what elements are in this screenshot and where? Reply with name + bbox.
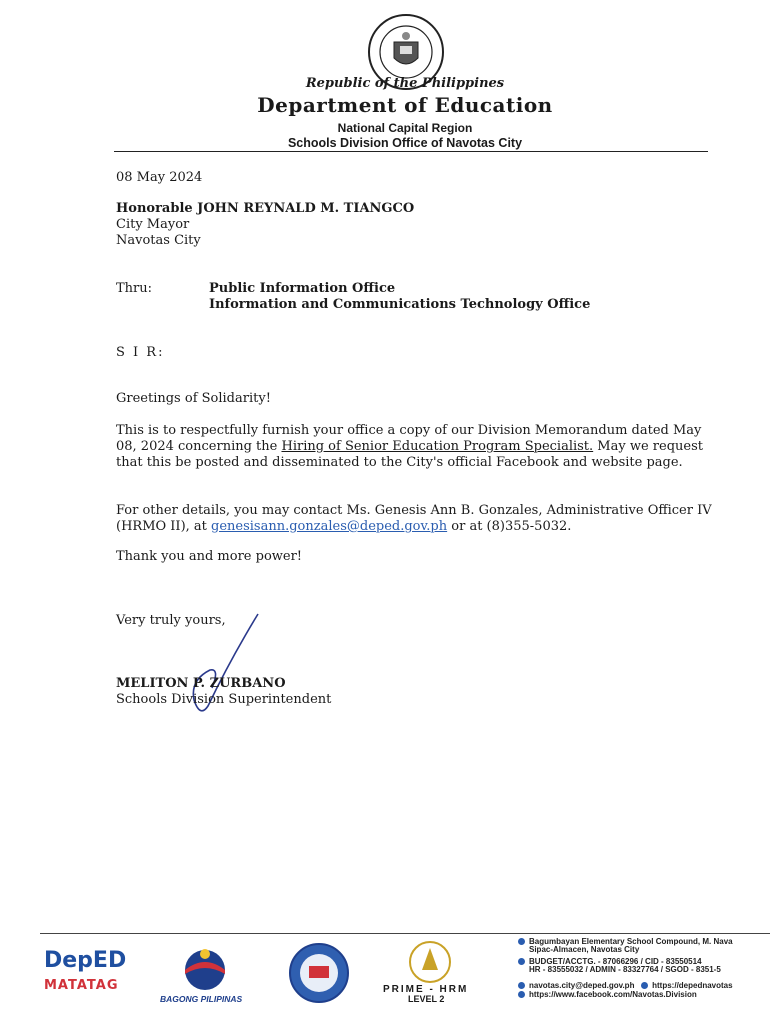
- thru-label: Thru:: [116, 281, 153, 296]
- paragraph-memorandum: [116, 423, 716, 471]
- email-text[interactable]: navotas.city@deped.gov.ph: [529, 981, 635, 990]
- prime-hrm-icon: [402, 940, 458, 984]
- bagong-pilipinas-icon: [170, 944, 240, 992]
- paragraph-text: or at (8)355-5032.: [447, 519, 572, 534]
- sdo-navotas-seal-icon: [284, 942, 354, 1004]
- addressee-place: Navotas City: [116, 233, 201, 248]
- bagong-pilipinas-text: BAGONG PILIPINAS: [160, 994, 243, 1004]
- republic-heading: Republic of the Philippines: [305, 76, 505, 91]
- prime-hrm-text: PRIME - HRM: [383, 984, 469, 995]
- facebook-link[interactable]: https://www.facebook.com/Navotas.Division: [529, 990, 697, 999]
- signatory-title: Schools Division Superintendent: [116, 692, 332, 707]
- paragraph-contact: [116, 503, 716, 535]
- signatory-name: MELITON P. ZURBANO: [116, 676, 286, 691]
- department-heading: Department of Education: [257, 93, 553, 117]
- memorandum-subject: Hiring of Senior Education Program Specialist.: [281, 439, 594, 454]
- address-line: Bagumbayan Elementary School Compound, M. Nava: [529, 937, 733, 946]
- phone-line: BUDGET/ACCTG. - 87066296 / CID - 83550514: [529, 957, 702, 966]
- salutation: S I R:: [116, 345, 165, 360]
- header-divider: [114, 151, 708, 152]
- paragraph-text: For other details, you may contact Ms. Genesis Ann B. Gonzales, Administrative Officer IV (HRMO II), at: [116, 503, 712, 534]
- email-icon: [518, 982, 525, 989]
- addressee-name: Honorable JOHN REYNALD M. TIANGCO: [116, 201, 415, 216]
- facebook-icon: [518, 991, 525, 998]
- footer-phone-2: HR - 83555032 / ADMIN - 83327764 / SGOD - 8351-5: [529, 965, 721, 974]
- letter-date: 08 May 2024: [116, 170, 203, 185]
- thanks-line: Thank you and more power!: [116, 549, 303, 564]
- paragraph-text: This is to respectfully furnish your office a copy of our Division Memorandum dated May 08, 2024 concerning the: [116, 423, 702, 454]
- thru-office-2: Information and Communications Technology Office: [209, 297, 591, 312]
- closing-line: Very truly yours,: [116, 613, 226, 628]
- prime-level-text: LEVEL 2: [408, 994, 445, 1004]
- office-heading: Schools Division Office of Navotas City: [287, 136, 523, 150]
- region-heading: National Capital Region: [337, 121, 473, 135]
- thru-office-1: Public Information Office: [209, 281, 396, 296]
- footer-facebook: [518, 991, 697, 1000]
- footer-address-2: Sipac-Almacen, Navotas City: [529, 945, 640, 954]
- phone-icon: [518, 958, 525, 965]
- deped-logo: DepED: [44, 948, 127, 973]
- contact-email-link[interactable]: genesisann.gonzales@deped.gov.ph: [211, 519, 448, 534]
- matatag-logo-text: MATATAG: [44, 978, 119, 993]
- location-icon: [518, 938, 525, 945]
- paragraph-text: May we request that this be posted and disseminated to the City's official Facebook and website page.: [116, 439, 703, 470]
- website-text[interactable]: https://depednavotas: [652, 981, 733, 990]
- greeting: Greetings of Solidarity!: [116, 391, 271, 406]
- addressee-title: City Mayor: [116, 217, 190, 232]
- web-icon: [641, 982, 648, 989]
- footer-divider: [40, 933, 770, 934]
